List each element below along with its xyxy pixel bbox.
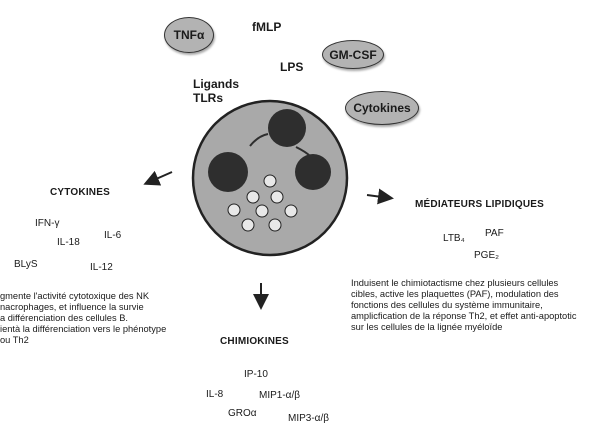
granule: [285, 205, 297, 217]
cytokines-description: [0, 291, 166, 346]
granule: [271, 191, 283, 203]
description-line: a différenciation des cellules B.: [0, 313, 128, 323]
cytokine-item: IL-12: [90, 262, 113, 273]
granule: [242, 219, 254, 231]
lipid-item: PAF: [485, 228, 504, 239]
arrow-to-cytokines: [147, 172, 172, 183]
gm-csf-label: GM-CSF: [329, 47, 377, 62]
tlrs-line: TLRs: [193, 91, 223, 105]
nucleus-lobe-top: [268, 109, 306, 147]
granule: [228, 204, 240, 216]
lps-label: LPS: [280, 60, 304, 74]
fmlp-label: fMLP: [252, 20, 282, 34]
cytokine-item: BLyS: [14, 259, 38, 270]
cytokines-title: CYTOKINES: [50, 187, 110, 198]
chemokine-item: IL-8: [206, 389, 224, 400]
description-line: amplicfication de la réponse Th2, et effet anti-apoptotic: [351, 311, 577, 321]
arrow-to-lipid-mediators: [367, 195, 390, 198]
chemokines-title: CHIMIOKINES: [220, 336, 289, 347]
description-line: nacrophages, et influence la survie: [0, 302, 144, 312]
cytokines-stimulus-label: Cytokines: [353, 101, 411, 115]
description-line: gmente l'activité cytotoxique des NK: [0, 291, 150, 301]
ligands-tlrs-label: [193, 77, 239, 105]
tnf-alpha-label: TNFα: [173, 28, 205, 42]
cytokine-item: IFN-γ: [35, 218, 60, 229]
lipid-mediators-title: MÉDIATEURS LIPIDIQUES: [415, 199, 545, 210]
chemokine-item: IP-10: [244, 369, 268, 380]
lipid-item: PGE₂: [474, 250, 499, 261]
description-line: ou Th2: [0, 335, 29, 345]
description-line: fonctions des cellules du système immunitaire,: [351, 300, 543, 310]
chemokine-item: MIP1-α/β: [259, 390, 300, 401]
granule: [256, 205, 268, 217]
chemokine-item: MIP3-α/β: [288, 413, 329, 424]
cytokine-item: IL-18: [57, 237, 80, 248]
description-line: Induisent le chimiotactisme chez plusieurs cellules: [351, 278, 559, 288]
nucleus-lobe-left: [208, 152, 248, 192]
tnf-alpha-bubble: [164, 17, 214, 53]
description-line: cibles, active les plaquettes (PAF), modulation des: [351, 289, 559, 299]
cytokine-item: IL-6: [104, 230, 122, 241]
cytokines-stimulus-bubble: [345, 91, 419, 125]
nucleus-lobe-right: [295, 154, 331, 190]
lipid-item: LTB₄: [443, 233, 465, 244]
description-line: sur les cellules de la lignée myéloïde: [351, 322, 503, 332]
gm-csf-bubble: [322, 40, 384, 69]
granule: [247, 191, 259, 203]
chemokine-item: GROα: [228, 408, 257, 419]
description-line: ientà la différenciation vers le phénotype: [0, 324, 167, 334]
ligands-line: Ligands: [193, 77, 240, 91]
lipid-mediators-description: [351, 278, 577, 333]
granule: [269, 219, 281, 231]
granule: [264, 175, 276, 187]
